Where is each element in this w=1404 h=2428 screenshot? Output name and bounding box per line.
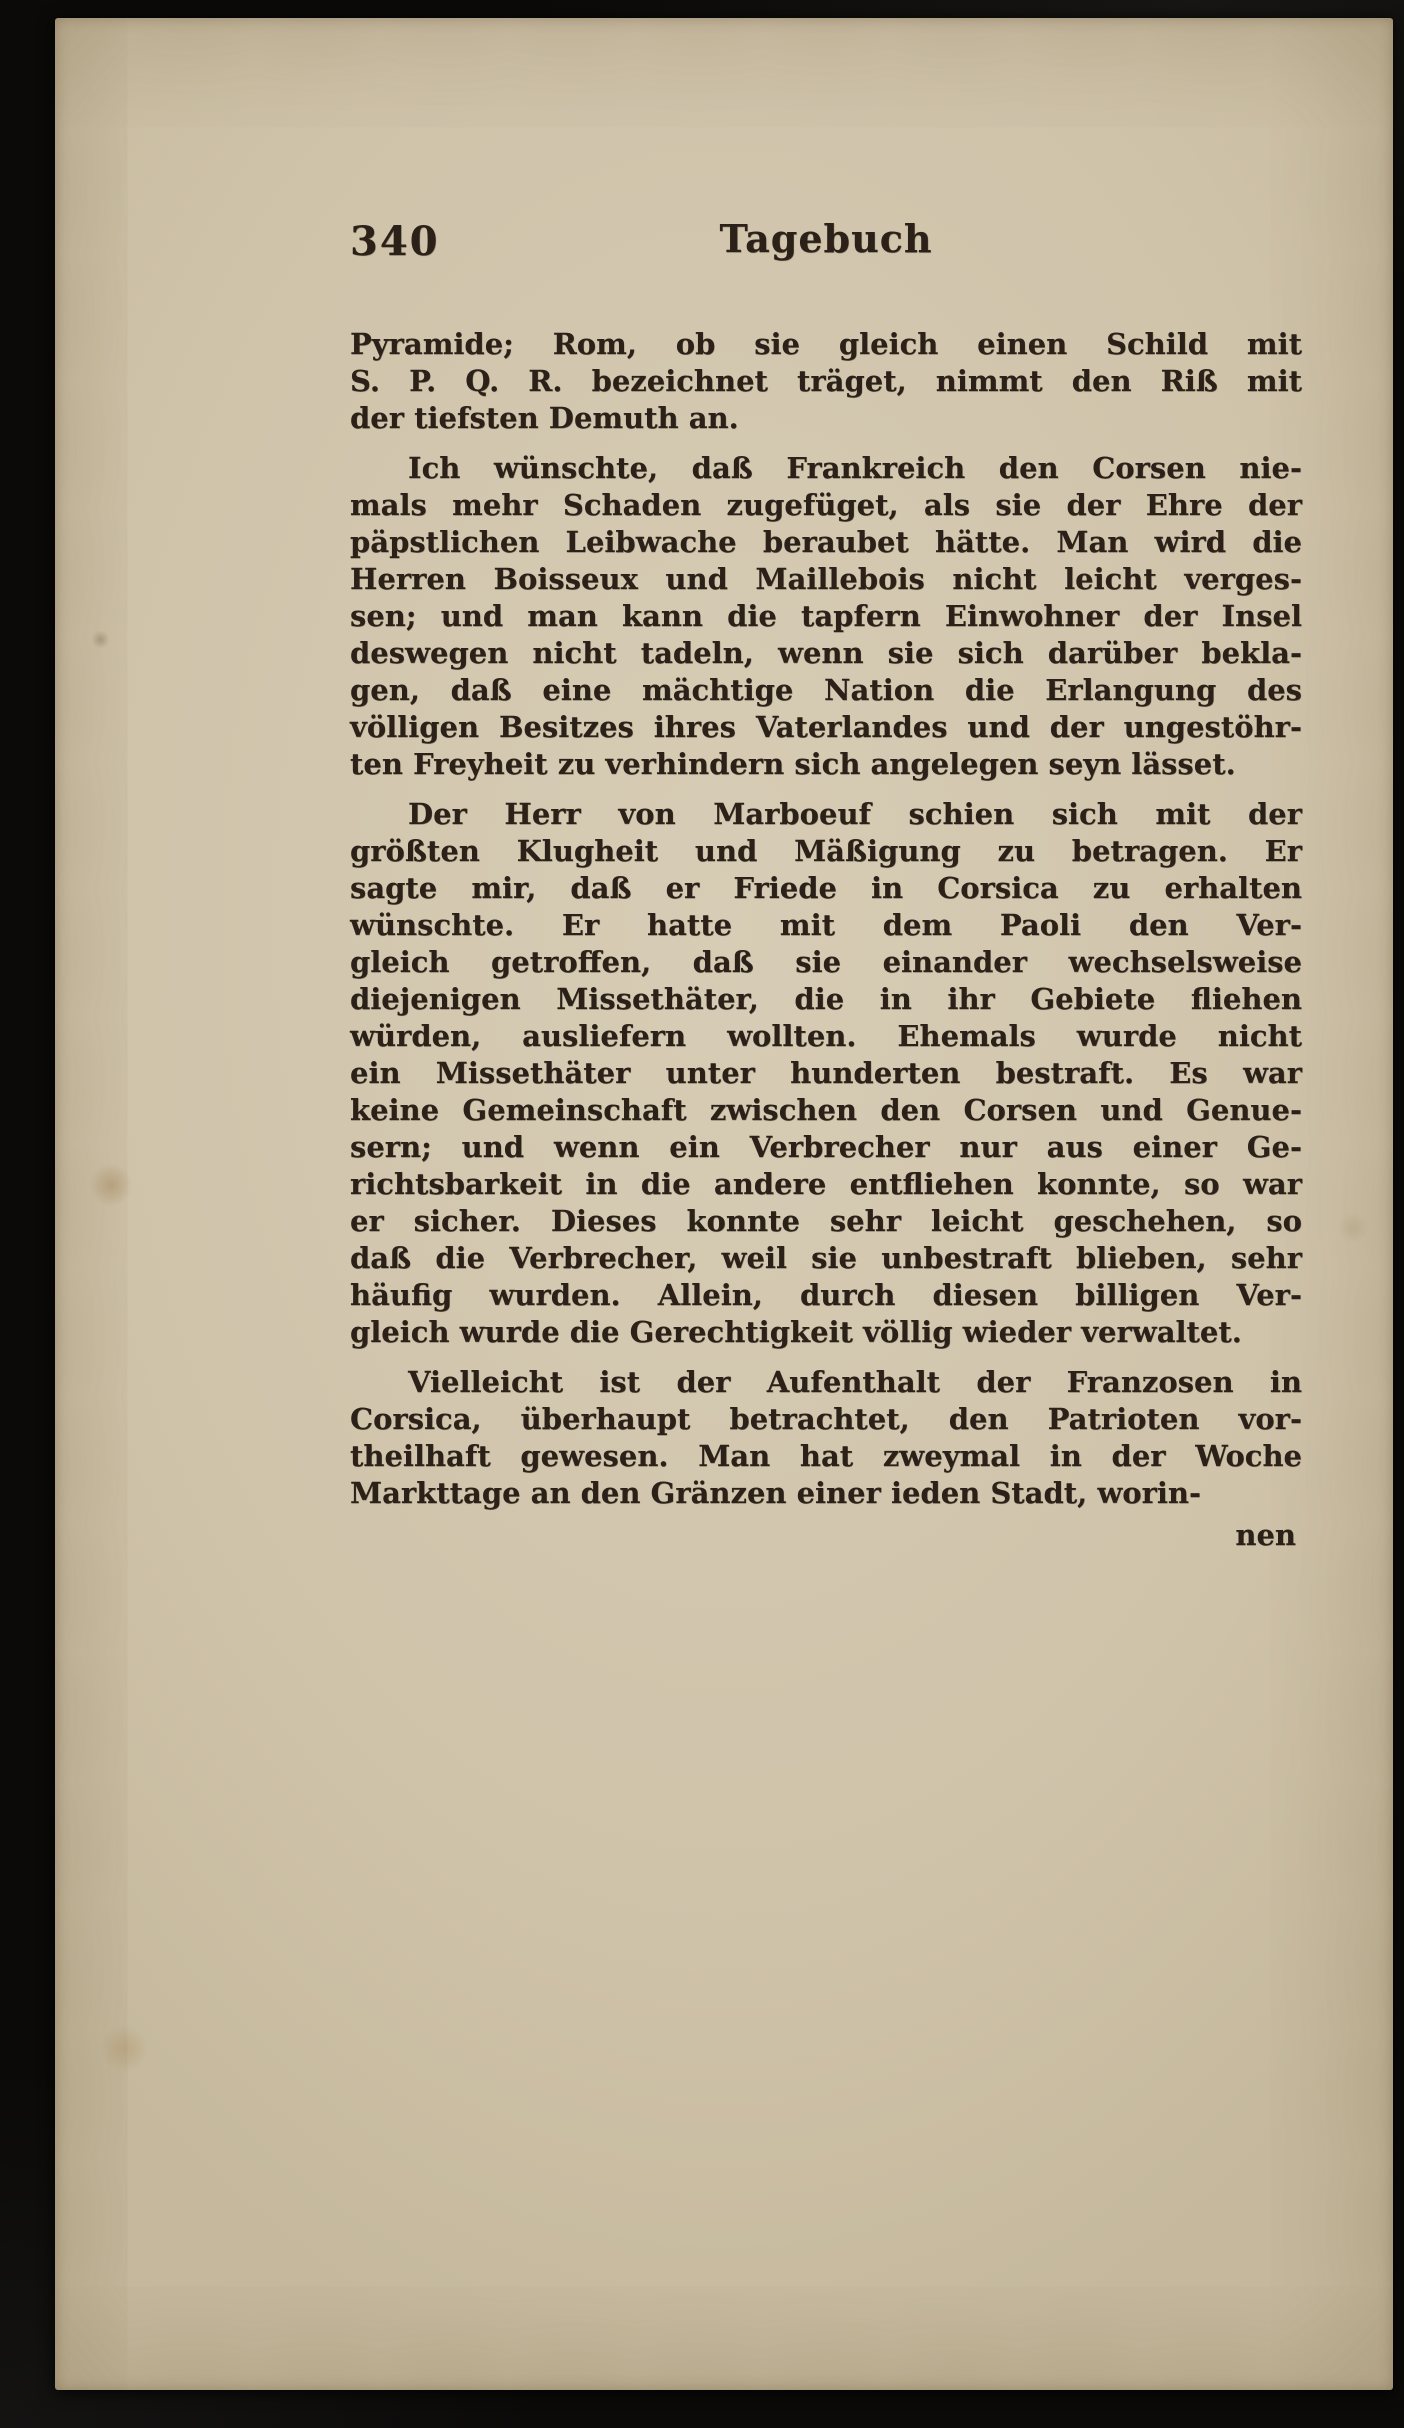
text-line: sagte mir, daß er Friede in Corsica zu erhalten: [350, 871, 1302, 905]
text-line: würden, ausliefern wollten. Ehemals wurde nicht: [350, 1019, 1302, 1053]
paragraphs-container: [350, 326, 1302, 1512]
text-line: er sicher. Dieses konnte sehr leicht geschehen, so: [350, 1204, 1302, 1238]
text-line: gleich wurde die Gerechtigkeit völlig wieder verwaltet.: [350, 1315, 1242, 1349]
paragraph: [350, 326, 1302, 437]
page-number: 340: [350, 218, 440, 265]
text-line: größten Klugheit und Mäßigung zu betragen. Er: [350, 834, 1302, 868]
text-line: völligen Besitzes ihres Vaterlandes und der ungestöhr-: [350, 710, 1302, 744]
text-line: der tiefsten Demuth an.: [350, 401, 739, 435]
text-line: keine Gemeinschaft zwischen den Corsen und Genue-: [350, 1093, 1302, 1127]
running-head: [350, 216, 1302, 268]
text-line: deswegen nicht tadeln, wenn sie sich darüber bekla-: [350, 636, 1302, 670]
text-line: Markttage an den Gränzen einer ieden Stadt, worin-: [350, 1476, 1202, 1510]
book-page: [55, 18, 1393, 2390]
text-line: ein Missethäter unter hunderten bestraft. Es war: [350, 1056, 1302, 1090]
running-title: Tagebuch: [719, 216, 933, 261]
text-line: Vielleicht ist der Aufenthalt der Franzosen in: [408, 1365, 1302, 1399]
text-line: richtsbarkeit in die andere entfliehen konnte, so war: [350, 1167, 1302, 1201]
text-line: Ich wünschte, daß Frankreich den Corsen nie-: [408, 451, 1302, 485]
text-line: ten Freyheit zu verhindern sich angelegen seyn lässet.: [350, 747, 1236, 781]
paragraph: [350, 796, 1302, 1351]
text-line: wünschte. Er hatte mit dem Paoli den Ver-: [350, 908, 1302, 942]
catchword: nen: [1235, 1518, 1296, 1552]
text-line: Pyramide; Rom, ob sie gleich einen Schild mit: [350, 327, 1302, 361]
text-line: S. P. Q. R. bezeichnet träget, nimmt den Riß mit: [350, 364, 1302, 398]
text-line: Herren Boisseux und Maillebois nicht leicht verges-: [350, 562, 1302, 596]
text-line: gen, daß eine mächtige Nation die Erlangung des: [350, 673, 1302, 707]
text-line: Der Herr von Marboeuf schien sich mit der: [408, 797, 1302, 831]
text-line: theilhaft gewesen. Man hat zweymal in der Woche: [350, 1439, 1302, 1473]
text-line: mals mehr Schaden zugefüget, als sie der Ehre der: [350, 488, 1302, 522]
text-line: gleich getroffen, daß sie einander wechselsweise: [350, 945, 1302, 979]
text-line: diejenigen Missethäter, die in ihr Gebiete fliehen: [350, 982, 1302, 1016]
text-line: daß die Verbrecher, weil sie unbestraft blieben, sehr: [350, 1241, 1302, 1275]
text-line: sern; und wenn ein Verbrecher nur aus einer Ge-: [350, 1130, 1302, 1164]
text-line: Corsica, überhaupt betrachtet, den Patrioten vor-: [350, 1402, 1302, 1436]
text-line: häufig wurden. Allein, durch diesen billigen Ver-: [350, 1278, 1302, 1312]
paragraph: [350, 1364, 1302, 1512]
paragraph: [350, 450, 1302, 783]
text-line: sen; und man kann die tapfern Einwohner der Insel: [350, 599, 1302, 633]
text-line: päpstlichen Leibwache beraubet hätte. Man wird die: [350, 525, 1302, 559]
body-text: [350, 326, 1302, 1554]
